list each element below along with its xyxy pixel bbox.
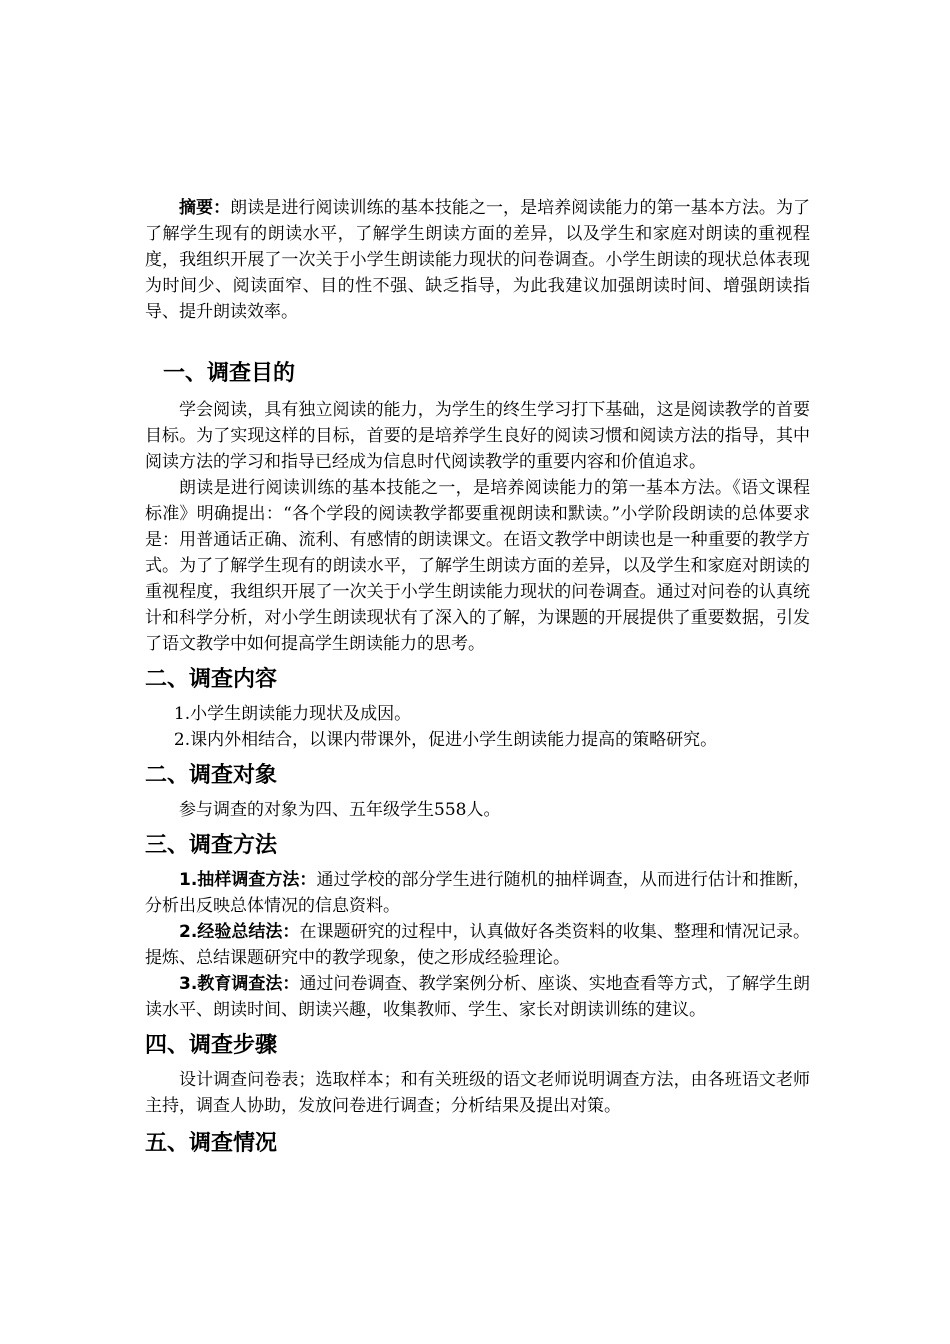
method-3-text: 通过问卷调查、教学案例分析、座谈、实地查看等方式，了解学生朗读水平、朗读时间、朗读兴趣，收集教师、学生、家长对朗读训练的建议。 bbox=[145, 974, 811, 1020]
content-item-1: 1.小学生朗读能力现状及成因。 bbox=[173, 704, 412, 724]
method-1 bbox=[145, 867, 810, 919]
heading-survey-purpose: 一、调查目的 bbox=[163, 361, 296, 386]
method-1-label: 1.抽样调查方法： bbox=[179, 870, 317, 890]
abstract-label: 摘要： bbox=[179, 198, 231, 218]
heading-survey-subjects: 二、调查对象 bbox=[145, 763, 278, 788]
subjects-paragraph: 参与调查的对象为四、五年级学生558人。 bbox=[179, 800, 501, 820]
abstract-text: 朗读是进行阅读训练的基本技能之一，是培养阅读能力的第一基本方法。为了了解学生现有的朗读水平，了解学生朗读方面的差异，以及学生和家庭对朗读的重视程度，我组织开展了一次关于小学生朗读能力现状的问卷调查。小学生朗读的现状总体表现为时间少、阅读面窄、目的性不强、缺乏指导，为此我建议加强朗读时间、增强朗读指导、提升朗读效率。 bbox=[145, 198, 811, 322]
heading-survey-methods: 三、调查方法 bbox=[145, 833, 278, 858]
document-page bbox=[145, 195, 810, 1159]
method-2 bbox=[145, 919, 810, 971]
steps-paragraph: 设计调查问卷表；选取样本；和有关班级的语文老师说明调查方法，由各班语文老师主持，调查人协助，发放问卷进行调查；分析结果及提出对策。 bbox=[145, 1070, 810, 1116]
purpose-paragraph-1: 学会阅读，具有独立阅读的能力，为学生的终生学习打下基础，这是阅读教学的首要目标。为了实现这样的目标，首要的是培养学生良好的阅读习惯和阅读方法的指导，其中阅读方法的学习和指导已经成为信息时代阅读教学的重要内容和价值追求。 bbox=[145, 400, 810, 472]
method-2-label: 2.经验总结法： bbox=[179, 922, 300, 942]
heading-survey-steps: 四、调查步骤 bbox=[145, 1033, 278, 1058]
method-3-label: 3.教育调查法： bbox=[179, 974, 300, 994]
abstract-paragraph bbox=[145, 195, 810, 325]
method-1-text: 通过学校的部分学生进行随机的抽样调查，从而进行估计和推断，分析出反映总体情况的信息资料。 bbox=[145, 870, 810, 916]
heading-survey-content: 二、调查内容 bbox=[145, 667, 278, 692]
content-item-2: 2.课内外相结合，以课内带课外，促进小学生朗读能力提高的策略研究。 bbox=[173, 730, 718, 750]
method-2-text: 在课题研究的过程中，认真做好各类资料的收集、整理和情况记录。提炼、总结课题研究中的教学现象，使之形成经验理论。 bbox=[145, 922, 811, 968]
purpose-paragraph-2: 朗读是进行阅读训练的基本技能之一，是培养阅读能力的第一基本方法。《语文课程标准》明确提出：“各个学段的阅读教学都要重视朗读和默读。”小学阶段朗读的总体要求是：用普通话正确、流利、有感情的朗读课文。在语文教学中朗读也是一种重要的教学方式。为了了解学生现有的朗读水平，了解学生朗读方面的差异，以及学生和家庭对朗读的重视程度，我组织开展了一次关于小学生朗读能力现状的问卷调查。通过对问卷的认真统计和科学分析，对小学生朗读现状有了深入的了解，为课题的开展提供了重要数据，引发了语文教学中如何提高学生朗读能力的思考。 bbox=[145, 478, 810, 654]
heading-survey-situation: 五、调查情况 bbox=[145, 1131, 278, 1156]
method-3 bbox=[145, 971, 810, 1023]
